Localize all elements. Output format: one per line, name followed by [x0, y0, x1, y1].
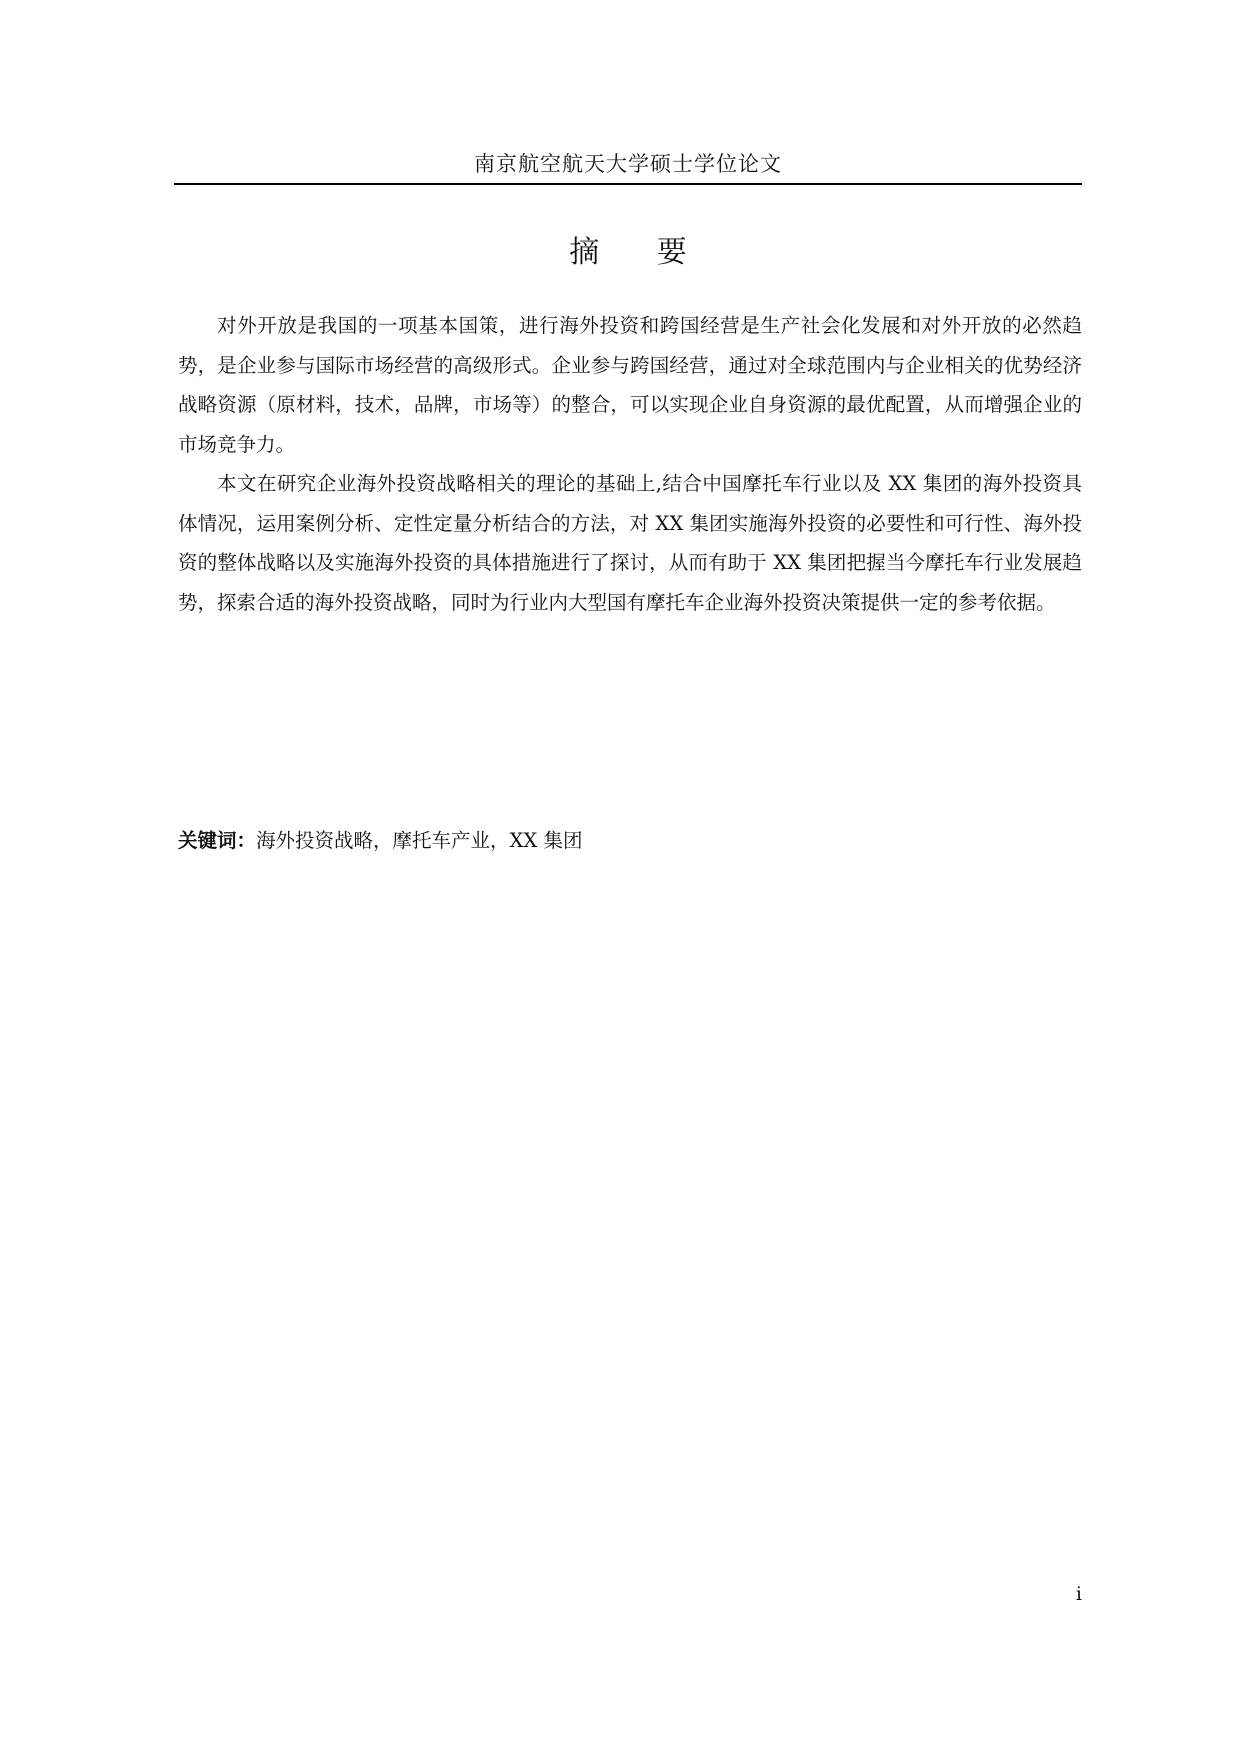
abstract-body: [178, 306, 1082, 622]
keywords-label: 关键词：: [178, 829, 257, 852]
page-number: i: [1075, 1583, 1082, 1605]
header-rule: [174, 183, 1082, 185]
abstract-title: 摘 要: [569, 235, 711, 270]
running-header: 南京航空航天大学硕士学位论文: [474, 152, 782, 176]
abstract-paragraph: 本文在研究企业海外投资战略相关的理论的基础上,结合中国摩托车行业以及 XX 集团的海外投资具体情况，运用案例分析、定性定量分析结合的方法，对 XX 集团实施海外投资的必要性和可行性、海外投资的整体战略以及实施海外投资的具体措施进行了探讨，从而有助于 XX 集团把握当今摩托车行业发展趋势，探索合适的海外投资战略，同时为行业内大型国有摩托车企业海外投资决策提供一定的参考依据。: [178, 472, 1082, 614]
keywords-value: 海外投资战略，摩托车产业，XX 集团: [256, 829, 583, 852]
keywords-line: [178, 826, 1082, 856]
abstract-paragraph: 对外开放是我国的一项基本国策，进行海外投资和跨国经营是生产社会化发展和对外开放的必然趋势，是企业参与国际市场经营的高级形式。企业参与跨国经营，通过对全球范围内与企业相关的优势经济战略资源（原材料，技术，品牌，市场等）的整合，可以实现企业自身资源的最优配置，从而增强企业的市场竞争力。: [178, 314, 1082, 456]
